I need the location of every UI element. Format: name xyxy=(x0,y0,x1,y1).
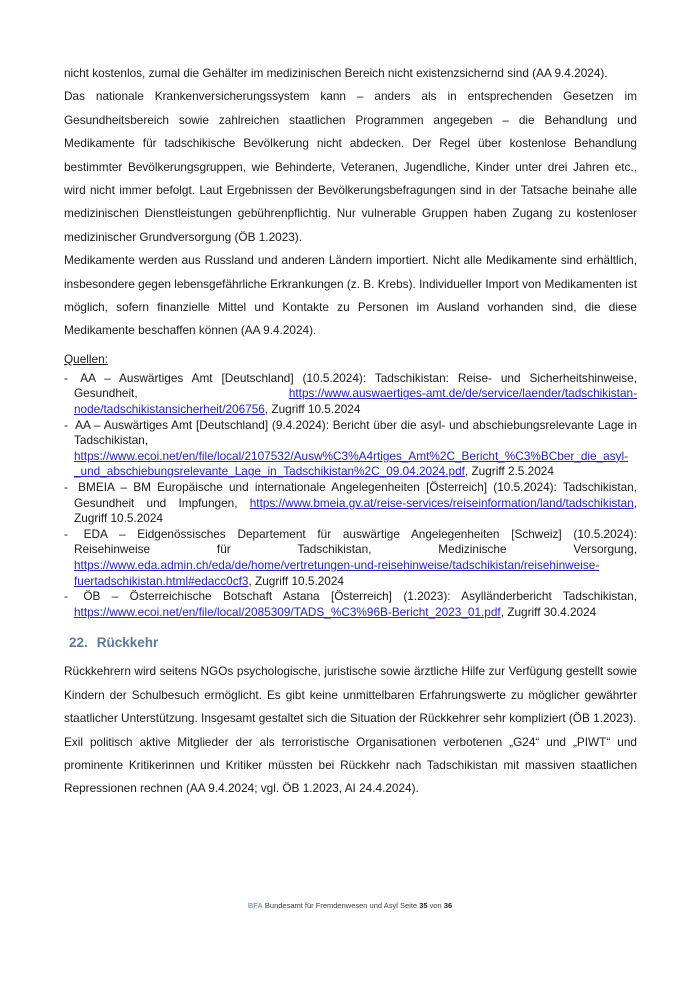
list-dash: - xyxy=(64,526,68,541)
section-heading-rueckkehr xyxy=(69,634,637,651)
paragraph-medications: Medikamente werden aus Russland und anderen Ländern importiert. Nicht alle Medikamente sind erhältlich, insbesondere gegen lebensgefährliche Erkrankungen (z. B. Krebs). Individueller Import von Medikamenten ist möglich, sofern finanzielle Mittel und Kontakte zu Personen im Ausland vorhanden sind, die diese Medikamente beschaffen können (AA 9.4.2024). xyxy=(64,253,637,338)
source-access-date: , Zugriff 10.5.2024 xyxy=(248,573,344,588)
source-access-date: , Zugriff 10.5.2024 xyxy=(264,402,361,417)
source-text: AA – Auswärtiges Amt [Deutschland] (10.5.2024): Tadschikistan: Reise- und Sicherheitshinweise, Gesundheit, xyxy=(74,370,637,401)
paragraph-exil-repressionen: Exil politisch aktive Mitglieder der als terroristische Organisationen verbotenen „G24“ und „PIWT“ und prominente Kritikerinnen und Kritiker müssten bei Rückkehr nach Tadschikistan mit massiven staatlichen Repressionen rechnen (AA 9.4.2024; vgl. ÖB 1.2023, AI 24.4.2024). xyxy=(64,734,637,796)
section-number: 22. xyxy=(69,635,88,651)
sources-heading: Quellen: xyxy=(64,351,108,366)
footer-von-label: von xyxy=(429,901,442,910)
source-item-aa-bericht xyxy=(64,418,637,480)
paragraph-rueckkehrer-hilfe: Rückkehrern wird seitens NGOs psychologische, juristische sowie ärztliche Hilfe zur Verfügung gestellt sowie Kindern der Schulbesuch ermöglicht. Es gibt keine unmittelbaren Erfahrungswerte zu möglicher gewährter staatlicher Unterstützung. Insgesamt gestaltet sich die Situation der Rückkehrer sehr kompliziert (ÖB 1.2023). xyxy=(64,664,637,726)
footer-page-total: 36 xyxy=(443,901,453,910)
page-footer xyxy=(0,901,700,911)
list-dash: - xyxy=(64,589,68,604)
source-access-date: , Zugriff 30.4.2024 xyxy=(500,604,597,619)
source-item-aa-reisehinweise xyxy=(64,371,637,418)
paragraph-medical-costs: nicht kostenlos, zumal die Gehälter im medizinischen Bereich nicht existenzsichernd sind (AA 9.4.2024). xyxy=(64,66,608,80)
footer-page-label: Seite xyxy=(400,901,418,910)
section-title: Rückkehr xyxy=(96,635,159,651)
source-text: EDA – Eidgenössisches Departement für auswärtige Angelegenheiten [Schweiz] (10.5.2024): Reisehinweise für Tadschikistan, Medizinische Versorgung, xyxy=(74,526,638,557)
paragraph-health-insurance: Das nationale Krankenversicherungssystem kann – anders als in entsprechenden Gesetzen im Gesundheitsbereich sowie zahlreichen staatlichen Programmen angegeben – die Behandlung und Medikamente für tadschikische Bevölkerung nicht abdecken. Der Regel über kostenlose Behandlung bestimmter Bevölkerungsgruppen, wie Behinderte, Veteranen, Jugendliche, Kinder unter drei Jahren etc., wird nicht immer befolgt. Laut Ergebnissen der Bevölkerungsbefragungen sind in der Tatsache beinahe alle medizinischen Dienstleistungen gebührenpflichtig. Nur vulnerable Gruppen haben Zugang zu kostenloser medizinischer Grundversorgung (ÖB 1.2023). xyxy=(64,89,637,244)
source-item-oeb xyxy=(64,589,637,620)
footer-org-name: Bundesamt für Fremdenwesen und Asyl xyxy=(264,901,398,910)
source-item-bmeia xyxy=(64,480,637,527)
source-item-eda xyxy=(64,527,637,589)
source-text: AA – Auswärtiges Amt [Deutschland] (9.4.2024): Bericht über die asyl- und abschiebungsrelevante Lage in Tadschikistan, xyxy=(74,417,637,448)
source-access-date: , Zugriff 10.5.2024 xyxy=(74,495,638,526)
source-access-date: , Zugriff 2.5.2024 xyxy=(464,464,554,479)
source-link[interactable]: https://www.auswaertiges-amt.de/de/service/laender/tadschikistan-node/tadschikistansicherheit/206756 xyxy=(74,386,637,417)
list-dash: - xyxy=(64,480,68,495)
list-dash: - xyxy=(64,370,68,385)
source-text: ÖB – Österreichische Botschaft Astana [Österreich] (1.2023): Asylländerbericht Tadschikistan, xyxy=(83,589,637,604)
footer-page-current: 35 xyxy=(419,901,428,910)
source-link[interactable]: https://www.ecoi.net/en/file/local/2107532/Ausw%C3%A4rtiges_Amt%2C_Bericht_%C3%BCber_die_asyl-_und_abschiebungsrelevante_Lage_in_Tadschikistan%2C_09.04.2024.pdf xyxy=(74,448,629,479)
source-link[interactable]: https://www.bmeia.gv.at/reise-services/reiseinformation/land/tadschikistan xyxy=(249,495,634,510)
bfa-logo-text: BFA xyxy=(247,901,263,910)
page-content xyxy=(64,62,637,801)
list-dash: - xyxy=(64,417,68,432)
source-link[interactable]: https://www.ecoi.net/en/file/local/2085309/TADS_%C3%96B-Bericht_2023_01.pdf xyxy=(74,604,501,619)
source-link[interactable]: https://www.eda.admin.ch/eda/de/home/vertretungen-und-reisehinweise/tadschikistan/reisehinweise-fuertadschikistan.html#edacc0cf3 xyxy=(74,558,600,588)
source-text: BMEIA – BM Europäische und internationale Angelegenheiten [Österreich] (10.5.2024): Tadschikistan, Gesundheit und Impfungen, xyxy=(74,480,637,510)
